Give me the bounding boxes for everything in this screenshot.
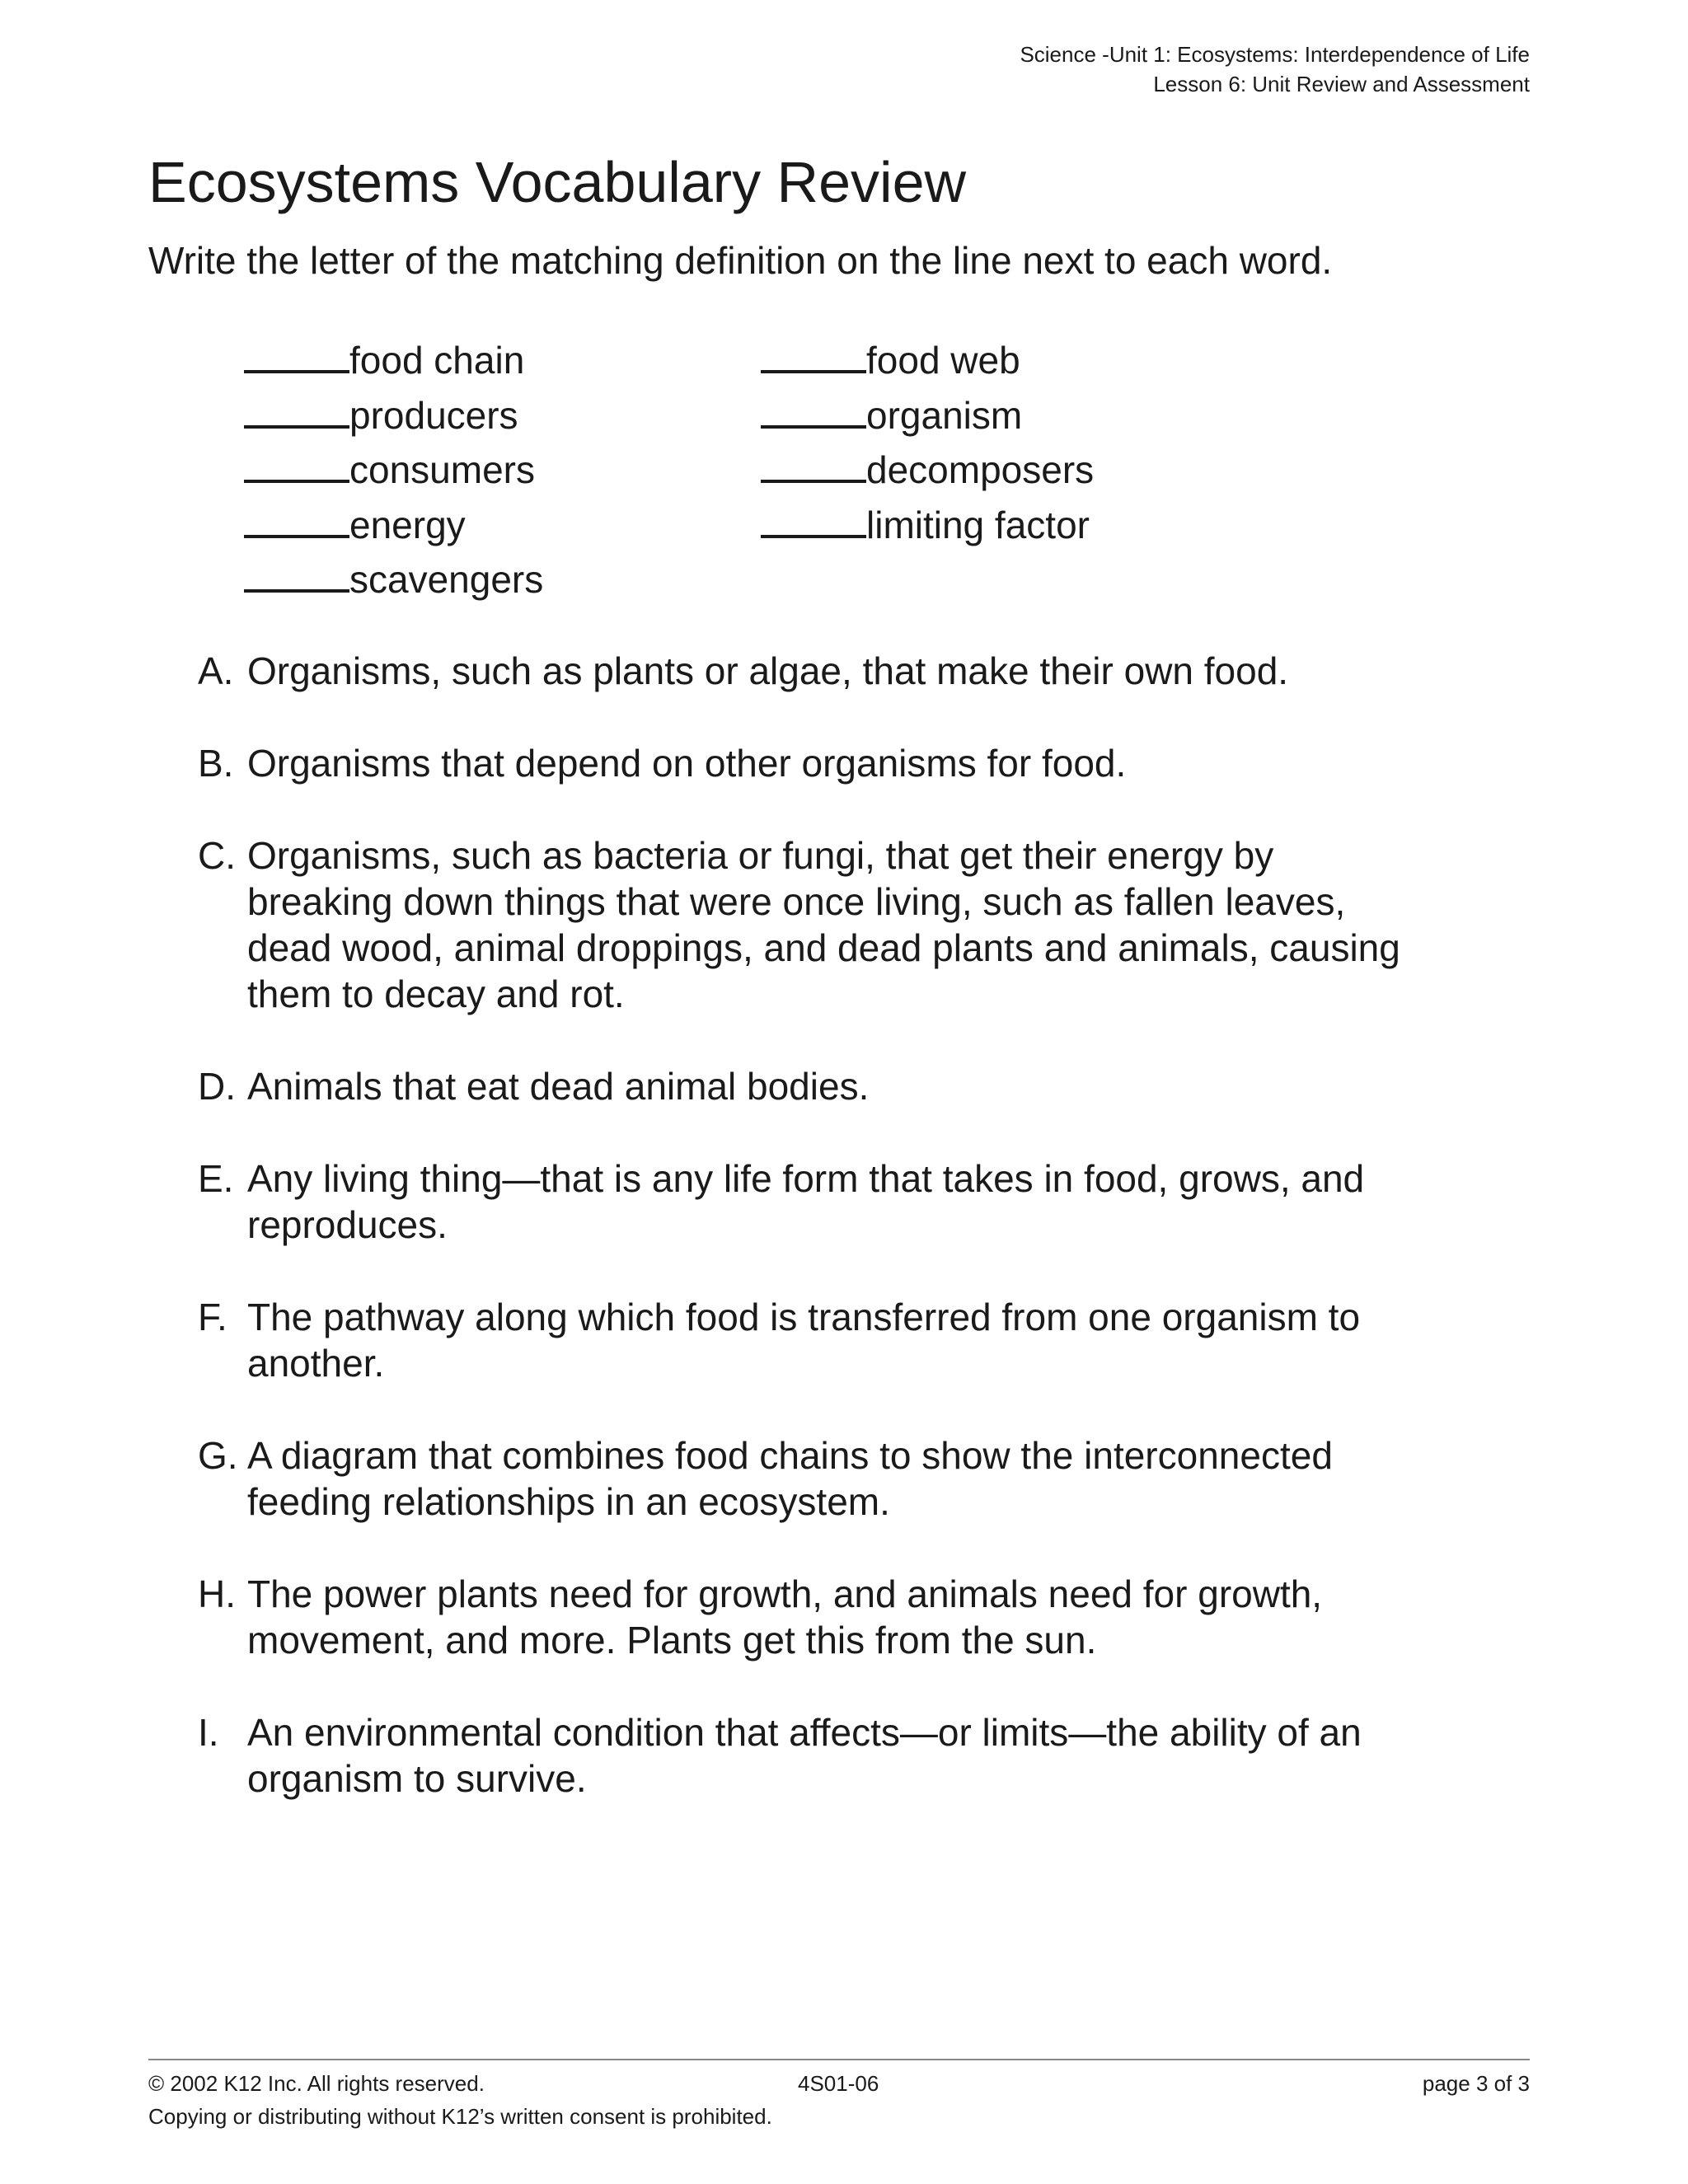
definition-text: Any living thing—that is any life form that takes in food, grows, and reproduces. xyxy=(247,1157,1365,1246)
definition-text: A diagram that combines food chains to show the interconnected feeding relationships in an ecosystem. xyxy=(247,1434,1333,1523)
word-item xyxy=(761,498,1094,553)
definition-text: Organisms that depend on other organisms for food. xyxy=(247,742,1127,785)
definition-letter: A. xyxy=(198,649,234,692)
answer-blank[interactable] xyxy=(761,450,866,483)
instructions: Write the letter of the matching definition on the line next to each word. xyxy=(148,239,1333,282)
answer-blank[interactable] xyxy=(244,340,349,373)
word-item xyxy=(244,333,543,388)
word-label: organism xyxy=(866,393,1023,437)
definition-text: An environmental condition that affects—or limits—the ability of an organism to survive. xyxy=(247,1711,1362,1800)
definition-letter: H. xyxy=(198,1572,236,1615)
definition-letter: B. xyxy=(198,742,234,785)
word-list-right xyxy=(761,333,1094,552)
word-list-left xyxy=(244,333,543,607)
definition-list xyxy=(198,648,1401,1848)
word-item xyxy=(244,388,543,443)
definition-item xyxy=(198,1155,1401,1248)
answer-blank[interactable] xyxy=(244,505,349,538)
answer-blank[interactable] xyxy=(244,396,349,429)
definition-text: The pathway along which food is transferred from one organism to another. xyxy=(247,1296,1361,1385)
header-lesson-line: Lesson 6: Unit Review and Assessment xyxy=(1153,72,1530,96)
answer-blank[interactable] xyxy=(244,560,349,593)
footer-row xyxy=(148,2067,1530,2100)
word-label: scavengers xyxy=(349,558,544,601)
page-footer xyxy=(148,2067,1530,2133)
definition-item xyxy=(198,648,1401,694)
definition-letter: C. xyxy=(198,834,236,877)
answer-blank[interactable] xyxy=(244,450,349,483)
footer-notice: Copying or distributing without K12’s written consent is prohibited. xyxy=(148,2104,772,2129)
footer-document-code: 4S01-06 xyxy=(798,2071,879,2096)
definition-text: The power plants need for growth, and animals need for growth, movement, and more. Plants get this from the sun. xyxy=(247,1572,1323,1661)
footer-page-number: page 3 of 3 xyxy=(1422,2071,1530,2096)
word-item xyxy=(244,443,543,498)
definition-item xyxy=(198,1432,1401,1525)
definition-item xyxy=(198,1571,1401,1663)
definition-text: Animals that eat dead animal bodies. xyxy=(247,1065,870,1108)
definition-item xyxy=(198,740,1401,786)
footer-divider xyxy=(148,2059,1530,2060)
definition-text: Organisms, such as bacteria or fungi, that get their energy by breaking down things that were once living, such as fallen leaves, dead wood, animal droppings, and dead plants and animals, causing them to decay and rot. xyxy=(247,834,1400,1015)
page-title: Ecosystems Vocabulary Review xyxy=(148,150,967,214)
definition-text: Organisms, such as plants or algae, that make their own food. xyxy=(247,649,1289,692)
definition-item xyxy=(198,1063,1401,1109)
word-item xyxy=(761,333,1094,388)
definition-letter: E. xyxy=(198,1157,234,1200)
answer-blank[interactable] xyxy=(761,340,866,373)
definition-item xyxy=(198,1294,1401,1386)
footer-row xyxy=(148,2100,1530,2133)
definition-item xyxy=(198,1709,1401,1802)
definition-letter: G. xyxy=(198,1434,238,1477)
header-unit-line: Science -Unit 1: Ecosystems: Interdependence of Life xyxy=(1020,42,1530,67)
definition-letter: F. xyxy=(198,1296,227,1338)
definition-item xyxy=(198,832,1401,1017)
answer-blank[interactable] xyxy=(761,505,866,538)
footer-copyright: © 2002 K12 Inc. All rights reserved. xyxy=(148,2071,485,2096)
word-item xyxy=(244,498,543,553)
definition-letter: I. xyxy=(198,1711,219,1754)
answer-blank[interactable] xyxy=(761,396,866,429)
word-label: producers xyxy=(349,393,518,437)
word-label: energy xyxy=(349,503,466,546)
word-label: decomposers xyxy=(866,448,1095,491)
page-header xyxy=(1020,40,1530,99)
word-item xyxy=(761,388,1094,443)
word-item xyxy=(244,552,543,607)
word-label: food web xyxy=(866,339,1020,382)
word-label: food chain xyxy=(349,339,525,382)
word-item xyxy=(761,443,1094,498)
definition-letter: D. xyxy=(198,1065,236,1108)
word-label: limiting factor xyxy=(866,503,1090,546)
word-label: consumers xyxy=(349,448,535,491)
